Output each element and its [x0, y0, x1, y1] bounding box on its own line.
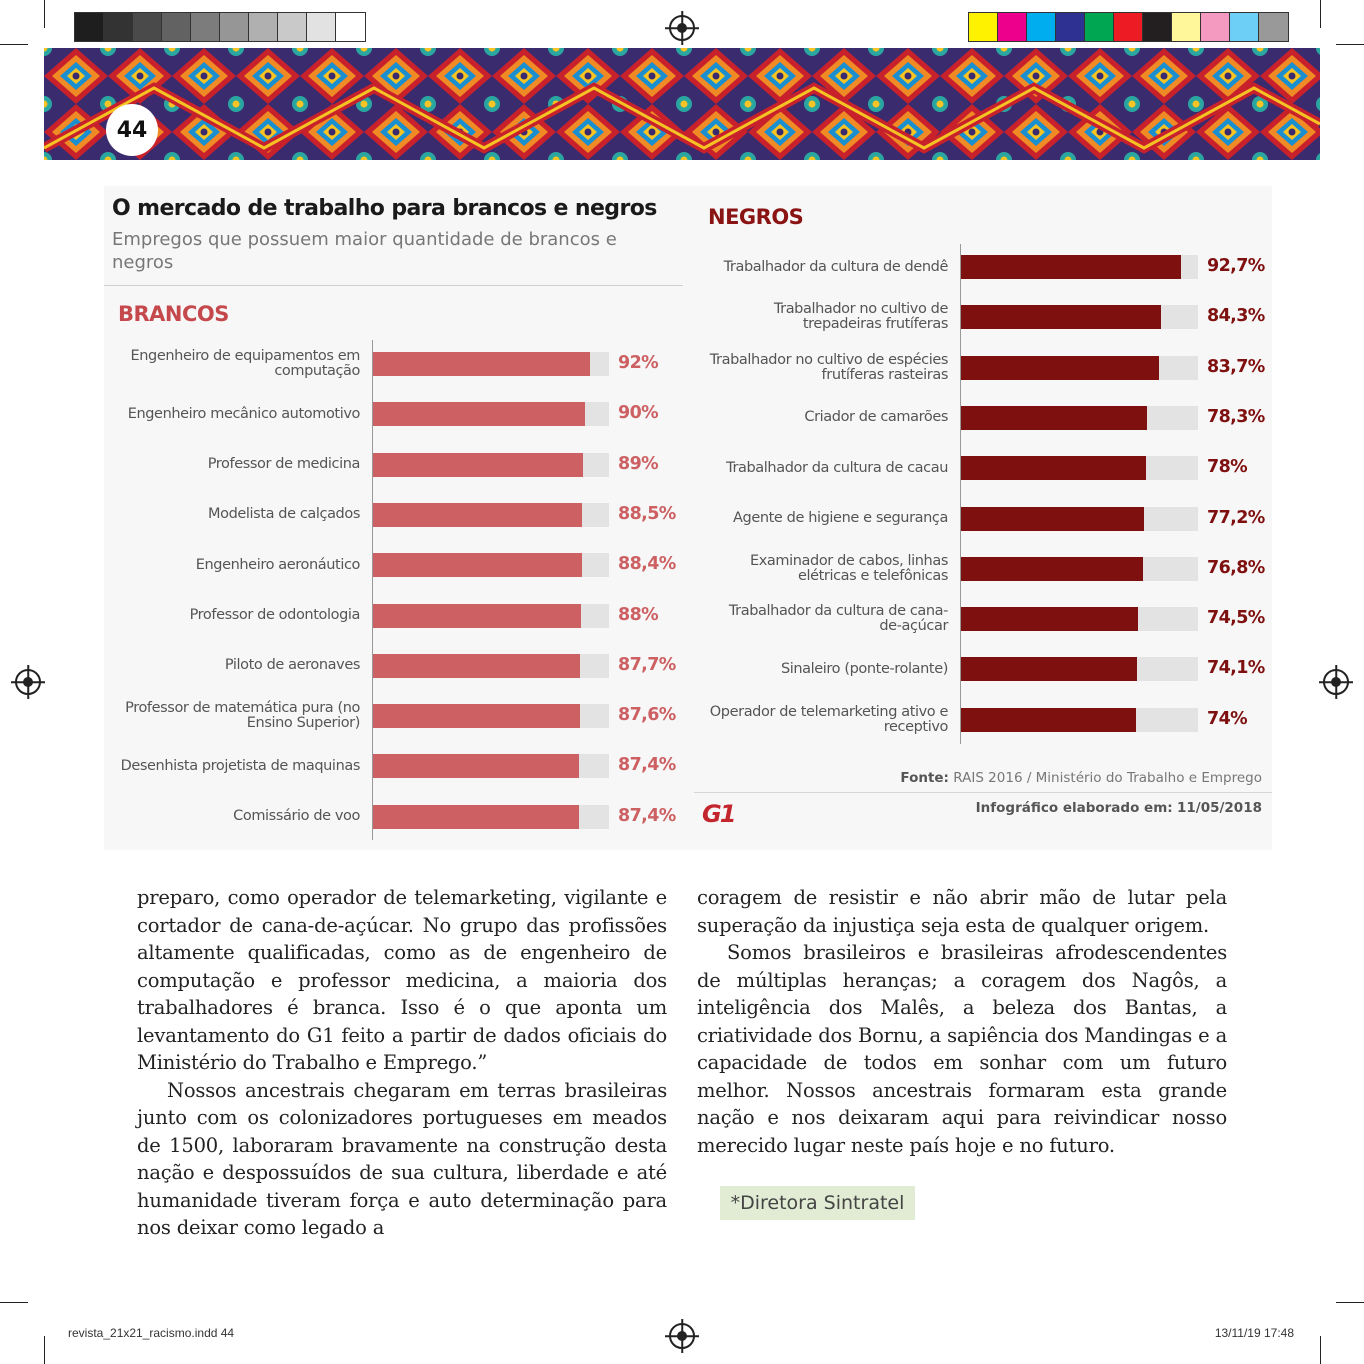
color-swatch [1230, 13, 1259, 41]
registration-mark-icon [15, 669, 41, 695]
negros-category-label: Trabalhador da cultura de dendê [723, 258, 948, 275]
brancos-bar-track [373, 805, 609, 829]
infographic-title: O mercado de trabalho para brancos e negros [112, 196, 657, 221]
color-swatch [1259, 13, 1288, 41]
color-swatch [104, 13, 133, 41]
negros-bar [961, 708, 1136, 732]
negros-category-label: Trabalhador da cultura de cacau [726, 459, 948, 476]
brancos-category-label: Comissário de voo [233, 808, 360, 825]
color-swatch [336, 13, 365, 41]
brancos-category-label: Engenheiro mecânico automotivo [127, 405, 360, 422]
negros-category-label: Trabalhador no cultivo de trepadeiras frutíferas [773, 301, 948, 333]
brancos-bar-track [373, 754, 609, 778]
negros-bar-track [961, 456, 1198, 480]
crop-mark [1336, 44, 1364, 45]
brancos-category-label: Professor de matemática pura (no Ensino Superior) [125, 700, 360, 732]
crop-mark [0, 1302, 28, 1303]
color-swatch [1201, 13, 1230, 41]
g1-logo: G1 [702, 800, 735, 828]
negros-bar [961, 255, 1181, 279]
brancos-value-label: 87,6% [618, 705, 676, 726]
negros-row [104, 448, 948, 488]
color-swatch [1172, 13, 1201, 41]
crop-mark [44, 1336, 45, 1364]
brancos-category-label: Modelista de calçados [207, 506, 360, 523]
paragraph: preparo, como operador de telemarketing, vigilante e cortador de cana-de-açúcar. No grupo das profissões altamente qualificadas, como as de engenheiro de computação e professor medicina, a maioria dos trabalhadores é branca. Isso é o que aponta um levantamento do G1 feito a partir de dados oficiais do Ministério do Trabalho e Emprego.” [137, 886, 667, 1074]
negros-row [104, 348, 948, 388]
article-column-left [137, 884, 667, 1242]
registration-mark-icon [1323, 669, 1349, 695]
negros-bar-track [961, 406, 1198, 430]
brancos-category-label: Professor de medicina [207, 456, 360, 473]
negros-bar [961, 657, 1137, 681]
registration-mark-icon [669, 15, 695, 41]
negros-bar [961, 607, 1138, 631]
color-swatch [220, 13, 249, 41]
brancos-category-label: Desenhista projetista de maquinas [120, 757, 360, 774]
negros-category-label: Agente de higiene e segurança [733, 510, 948, 526]
brancos-row [104, 797, 360, 837]
negros-bar-track [961, 708, 1198, 732]
negros-row [104, 700, 948, 740]
negros-value-label: 74,1% [1207, 658, 1265, 679]
negros-value-label: 78,3% [1207, 406, 1265, 427]
negros-row [104, 297, 948, 337]
color-swatch [307, 13, 336, 41]
negros-bar-track [961, 507, 1198, 531]
negros-bar-track [961, 305, 1198, 329]
negros-bar-track [961, 557, 1198, 581]
negros-category-label: Sinaleiro (ponte-rolante) [780, 660, 948, 677]
crop-mark [44, 0, 45, 28]
brancos-value-label: 89% [618, 453, 659, 474]
made-date: 11/05/2018 [1176, 800, 1262, 816]
crop-mark [0, 44, 28, 45]
negros-category-label: Criador de camarões [804, 409, 948, 426]
brancos-value-label: 92% [618, 353, 659, 373]
negros-bar-track [961, 255, 1198, 279]
negros-category-label: Trabalhador no cultivo de espécies frutíferas rasteiras [709, 351, 948, 383]
brancos-value-label: 88% [618, 604, 659, 625]
infographic-subtitle: Empregos que possuem maior quantidade de brancos e negros [112, 229, 617, 273]
decorative-pattern-banner [44, 48, 1320, 160]
brancos-bar [373, 805, 579, 829]
color-swatch [278, 13, 307, 41]
color-swatch [162, 13, 191, 41]
negros-bar [961, 356, 1159, 380]
brancos-row [104, 746, 360, 786]
color-swatch [1085, 13, 1114, 41]
article-column-right [697, 884, 1227, 1159]
color-swatch [75, 13, 104, 41]
file-name: revista_21x21_racismo.indd 44 [68, 1326, 235, 1340]
author-signature: *Diretora Sintratel [720, 1186, 915, 1220]
negros-bar [961, 456, 1146, 480]
page-number: 44 [106, 104, 158, 156]
print-date: 13/11/19 17:48 [1214, 1326, 1294, 1340]
negros-category-label: Operador de telemarketing ativo e receptivo [709, 703, 948, 735]
negros-value-label: 74% [1207, 708, 1248, 729]
color-swatch [1114, 13, 1143, 41]
color-swatch [1027, 13, 1056, 41]
gray-calibration-bar [74, 12, 366, 42]
source-label: Fonte: [900, 770, 949, 786]
brancos-value-label: 88,4% [618, 554, 676, 575]
divider [694, 792, 1272, 793]
negros-row [104, 599, 948, 639]
crop-mark [1320, 1336, 1321, 1364]
negros-value-label: 77,2% [1207, 507, 1265, 528]
negros-row [104, 549, 948, 589]
negros-bar-track [961, 607, 1198, 631]
brancos-bar [373, 754, 579, 778]
negros-row [104, 398, 948, 438]
infographic [104, 186, 1272, 850]
paragraph: coragem de resistir e não abrir mão de lutar pela superação da injustiça seja esta de qualquer origem. [697, 886, 1227, 937]
color-calibration-bar [968, 12, 1289, 42]
brancos-category-label: Professor de odontologia [189, 607, 360, 623]
negros-value-label: 76,8% [1207, 557, 1265, 578]
negros-bar [961, 557, 1143, 581]
brancos-value-label: 87,4% [618, 805, 676, 826]
negros-category-label: Examinador de cabos, linhas elétricas e telefônicas [749, 552, 948, 584]
negros-bar-track [961, 356, 1198, 380]
color-swatch [969, 13, 998, 41]
source-text: RAIS 2016 / Ministério do Trabalho e Emprego [953, 770, 1262, 786]
negros-heading: NEGROS [708, 205, 804, 229]
negros-category-label: Trabalhador da cultura de cana-de-açúcar [728, 603, 948, 635]
color-swatch [191, 13, 220, 41]
paragraph: Somos brasileiros e brasileiras afrodescendentes de múltiplas heranças; a coragem dos Nagôs, a inteligência dos Malês, a beleza dos Bantas, a criatividade dos Bornu, a sapiência dos Mandingas e a capacidade de todos em sonhar com um futuro melhor. Nossos ancestrais formaram esta grande nação e nos deixaram aqui para reivindicar nosso merecido lugar neste país hoje e no futuro. [697, 941, 1227, 1157]
color-swatch [1056, 13, 1085, 41]
negros-value-label: 92,7% [1207, 256, 1265, 276]
negros-value-label: 84,3% [1207, 306, 1265, 327]
negros-value-label: 74,5% [1207, 608, 1265, 629]
crop-mark [1320, 0, 1321, 28]
paragraph: Nossos ancestrais chegaram em terras brasileiras junto com os colonizadores portugueses em meados de 1500, laboraram bravamente na construção desta nação e despossuídos de sua cultura, liberdade e até humanidade tiveram força e auto determinação para nos deixar como legado a [137, 1078, 667, 1239]
brancos-value-label: 90% [618, 403, 659, 424]
negros-row [104, 247, 948, 287]
brancos-category-label: Engenheiro aeronáutico [195, 556, 360, 573]
brancos-value-label: 87,7% [618, 654, 676, 675]
negros-value-label: 78% [1207, 457, 1248, 478]
made-label: Infográfico elaborado em: [975, 800, 1173, 816]
brancos-heading: BRANCOS [118, 302, 229, 326]
brancos-category-label: Piloto de aeronaves [224, 657, 360, 674]
source-line [900, 770, 1262, 786]
brancos-category-label: Engenheiro de equipamentos em computação [130, 348, 360, 379]
negros-bar-track [961, 657, 1198, 681]
negros-bar [961, 305, 1161, 329]
registration-mark-icon [669, 1323, 695, 1349]
brancos-value-label: 87,4% [618, 755, 676, 776]
negros-bar [961, 406, 1147, 430]
negros-row [104, 649, 948, 689]
made-line [976, 800, 1262, 816]
brancos-value-label: 88,5% [618, 503, 676, 524]
color-swatch [998, 13, 1027, 41]
negros-value-label: 83,7% [1207, 356, 1265, 377]
crop-mark [1336, 1302, 1364, 1303]
color-swatch [1143, 13, 1172, 41]
color-swatch [249, 13, 278, 41]
negros-row [104, 499, 948, 539]
color-swatch [133, 13, 162, 41]
negros-bar [961, 507, 1144, 531]
